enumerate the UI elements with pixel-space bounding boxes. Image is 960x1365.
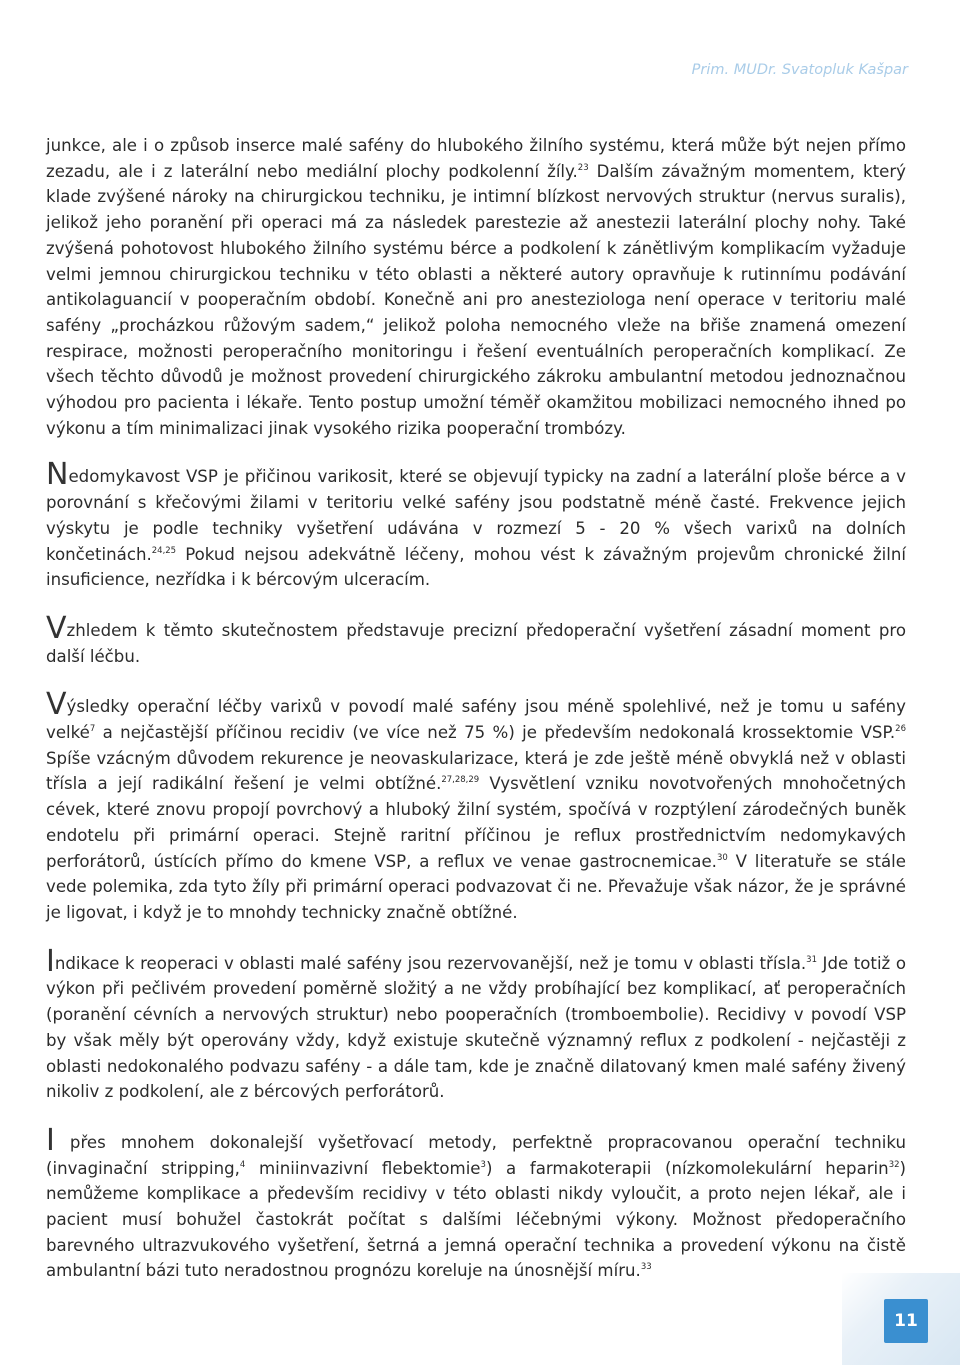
initial-letter: V	[46, 610, 67, 646]
citation: 24,25	[151, 545, 177, 556]
paragraph-text: ) nemůžeme komplikace a především recidivy v této oblasti nikdy vyloučit, a proto nejen lékař, ale i pacient musí bohužel častokrát počítat s dalšími léčebnými výkony. Možnost předoperačního barevného ultrazvukového vyšetření, šetrná a jemná operační technika a provedení výkonu na čistě ambulantní bázi tuto neradostnou prognózu koreluje na únosnější míru.	[46, 1158, 906, 1281]
initial-letter: I	[46, 943, 55, 979]
paragraph-6	[46, 1122, 906, 1284]
citation: 30	[716, 852, 728, 863]
paragraph-text: edomykavost VSP je přičinou varikosit, které se objevují typicky na zadní a laterální ploše bérce a v porovnání s křečovými žilami v teritoriu velké safény jsou podstatně méně časté. Frekvence jejich výskytu je podle techniky vyšetření udávána v rozmezí 5 - 20 % všech varixů na dolních končetinách.	[46, 467, 906, 564]
citation: 23	[577, 162, 589, 173]
citation: 32	[888, 1159, 900, 1170]
paragraph-5	[46, 943, 906, 1105]
paragraph-text: ) a farmakoterapii (nízkomolekulární heparin	[485, 1158, 889, 1178]
citation: 26	[895, 724, 906, 735]
paragraph-text: ndikace k reoperaci v oblasti malé safény jsou rezervovanější, než je tomu v oblasti třísla.	[54, 953, 807, 973]
paragraph-text: Pokud nejsou adekvátně léčeny, mohou vést k závažným projevům chronické žilní insuficience, nezřídka i k bércovým ulceracím.	[46, 544, 906, 590]
citation: 3	[480, 1159, 486, 1170]
paragraph-4	[46, 687, 906, 925]
initial-letter: V	[46, 687, 67, 723]
page-number-badge: 11	[884, 1299, 928, 1343]
paragraph-1	[46, 133, 906, 441]
citation: 4	[239, 1159, 246, 1170]
paragraph-3	[46, 610, 906, 669]
citation: 33	[640, 1262, 652, 1273]
paragraph-text: Dalším závažným momentem, který klade zvýšené nároky na chirurgickou techniku, je intimní blízkost nervových struktur (nervus suralis), jelikož jeho poranění při operaci má za následek parestezie až anestezii laterální plochy nohy. Také zvýšená pohotovost hlubokého žilního systému bérce a podkolení k zánětlivým komplikacím vyžaduje velmi jemnou chirurgickou techniku v této oblasti a některé autory opravňuje k rutinnímu podávání antikolaguancií v pooperačním období. Konečně ani pro anesteziologa není operace v teritoriu malé safény „procházkou růžovým sadem,“ jelikož poloha nemocného vleže na břiše znamená omezení respirace, možnosti peroperačního monitoringu i řešení eventuálních peroperačních komplikací. Ze všech těchto důvodů je možnost provedení chirurgického zákroku ambulantní metodou jednoznačnou výhodou pro pacienta i lékaře. Tento postup umožní téměř okamžitou mobilizaci nemocného ihned po výkonu a tím minimalizaci jinak vysokého rizika pooperační trombózy.	[46, 161, 907, 438]
paragraph-text: Jde totiž o výkon při pečlivém provedení poměrně složitý a ne vždy probíhající bez komplikací, ať peroperačních (poranění cévních a nervových struktur) nebo pooperačních (tromboembolie). Recidivy v povodí VSP by však měly být operovány vždy, když existuje skutečně významný reflux z podkolení - nejčastěji z oblasti nedokonalého podvazu safény - a dále tam, kde je značně dilatovaný kmen malé safény živený nikoliv z podkolení, ale z bércových perforátorů.	[46, 953, 906, 1102]
initial-letter: I	[46, 1122, 55, 1158]
paragraph-text: ýsledky operační léčby varixů v povodí malé safény jsou méně spolehlivé, než je tomu u safény velké	[46, 697, 906, 743]
citation: 31	[806, 954, 817, 965]
paragraph-text: miniinvazivní flebektomie	[245, 1158, 481, 1178]
paragraph-text: Vysvětlení vzniku novotvořených mnohočetných cévek, které znovu propojí povrchový a hluboký žilní systém, spočívá v rozptýlení zárodečných buněk endotelu při primární operaci. Stejně raritní příčinou je reflux prostřednictvím nedomykavých perforátorů, ústících přímo do kmene VSP, a reflux ve venae gastrocnemicae.	[46, 774, 906, 871]
paragraph-text: zhledem k těmto skutečnostem představuje precizní předoperační vyšetření zásadní moment pro další léčbu.	[46, 620, 906, 666]
paragraph-text: V literatuře se stále vede polemika, zda tyto žíly při primární operaci podvazovat či ne. Převažuje však názor, že je správné je ligovat, i když je to mnohdy technicky značně obtížné.	[46, 851, 906, 922]
paragraph-2	[46, 457, 906, 593]
citation: 27,28,29	[441, 775, 480, 786]
paragraph-text: Spíše vzácným důvodem rekurence je neovaskularizace, která je zde ještě méně obvyklá než v oblasti třísla a její radikální řešení je velmi obtížné.	[46, 748, 906, 794]
initial-letter: N	[46, 457, 69, 493]
paragraph-text: junkce, ale i o způsob inserce malé safény do hlubokého žilního systému, která může být nejen přímo zezadu, ale i z laterální nebo mediální plochy podkolenní žíly.	[46, 136, 906, 181]
article-body	[46, 133, 906, 1309]
citation: 7	[89, 724, 96, 735]
running-header-author: Prim. MUDr. Svatopluk Kašpar	[691, 62, 908, 78]
paragraph-text: a nejčastější příčinou recidiv (ve více než 75 %) je především nedokonalá krossektomie VSP.	[95, 723, 896, 743]
paragraph-text: přes mnohem dokonalejší vyšetřovací metody, perfektně propracovanou operační techniku (invaginační stripping,	[46, 1132, 906, 1178]
